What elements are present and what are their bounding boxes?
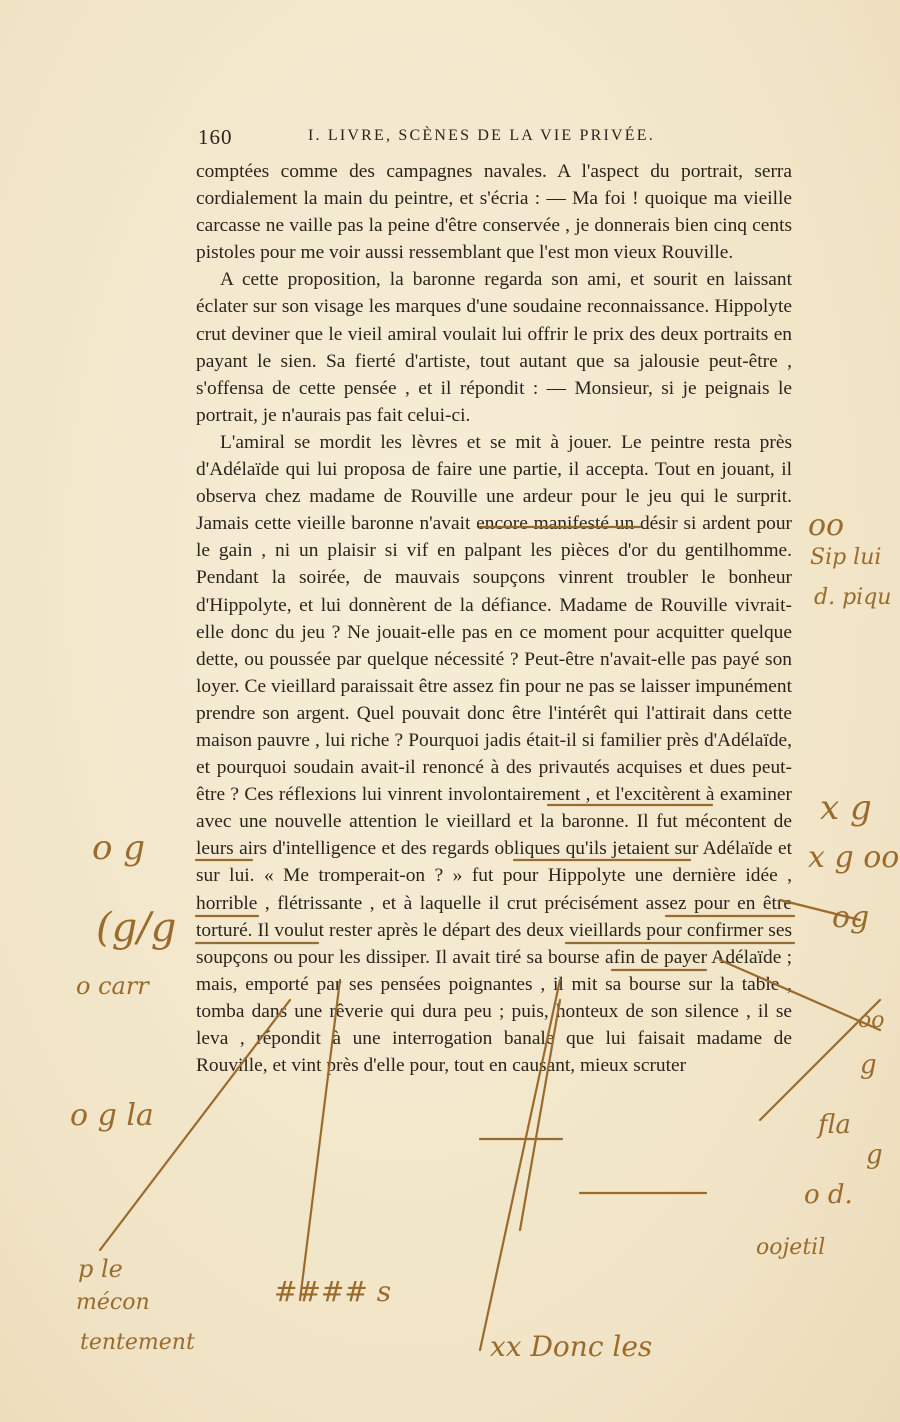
paragraph: comptées comme des campagnes navales. A l'aspect du portrait, serra cordialement la main du peintre, et s'écria : — Ma foi ! quoique ma vieille carcasse ne vaille pas la peine d'être conservée , je donnerais bien cinq cents pistoles pour me voir aussi ressemblant que l'est mon vieux Rouville. (196, 161, 792, 264)
body-text (196, 158, 792, 1079)
annotation: p le (78, 1255, 123, 1283)
paragraph: L'amiral se mordit les lèvres et se mit à jouer. Le peintre resta près d'Adélaïde qui lui proposa de faire une partie, il accepta. Tout en jouant, il observa chez madame de Rouville une ardeur pour le jeu qui le surprit. Jamais cette vieille baronne n'avait encore manifesté un désir si ardent pour le gain , ni un plaisir si vif en palpant les pièces d'or du gentilhomme. Pendant la soirée, de mauvais soupçons vinrent troubler le bonheur d'Hippolyte, et lui donnèrent de la défiance. Madame de Rouville vivrait-elle donc du jeu ? Ne jouait-elle pas en ce moment pour acquitter quelque dette, ou poussée par quelque nécessité ? Peut-être n'avait-elle pas payé son loyer. Ce vieillard paraissait être assez fin pour ne pas se laisser impunément prendre son argent. Quel pouvait donc être l'intérêt qui l'attirait dans cette maison pauvre , lui riche ? Pourquoi jadis était-il si familier près d'Adélaïde, et pourquoi soudain avait-il renoncé à des privautés acquises et dues peut-être ? Ces réflexions lui vinrent involontairement , et l'excitèrent à examiner avec une nouvelle attention le vieillard et la baronne. Il fut mécontent de leurs airs d'intelligence et des regards obliques qu'ils jetaient sur Adélaïde et sur lui. « Me tromperait-on ? » fut pour Hippolyte une dernière idée , horrible , flétrissante , et à laquelle il crut précisément assez pour en être torturé. Il voulut rester après le départ des deux vieillards pour confirmer ses soupçons ou pour les dissiper. Il avait tiré sa bourse afin de payer Adélaïde ; mais, emporté par ses pensées poignantes , il mit sa bourse sur la table , tomba dans une rêverie qui dura peu ; puis, honteux de son silence , il se leva , répondit à une interrogation banale que lui faisait madame de Rouville, et vint près d'elle pour, tout en causant, mieux scruter (196, 431, 792, 1077)
running-head: I. LIVRE, SCÈNES DE LA VIE PRIVÉE. (308, 127, 655, 144)
annotation: og (832, 900, 870, 935)
annotation: o d. (804, 1180, 853, 1210)
annotation: oojetil (756, 1235, 826, 1260)
annotation: oo (858, 1008, 885, 1033)
annotation: Sip lui (810, 545, 882, 570)
annotation: #### s (274, 1275, 392, 1308)
annotation: mécon (76, 1290, 150, 1315)
annotation: fla (818, 1110, 851, 1140)
annotation: g (866, 1140, 883, 1170)
annotation: o g la (70, 1098, 154, 1133)
paragraph: A cette proposition, la baronne regarda son ami, et sourit en laissant éclater sur son visage les marques d'une soudaine reconnaissance. Hippolyte crut deviner que le vieil amiral voulait lui offrir le prix des deux portraits en payant le sien. Sa fierté d'artiste, tout autant que sa jalousie peut-être , s'offensa de cette pensée , et il répondit : — Monsieur, si je peignais le portrait, je n'aurais pas fait celui-ci. (196, 269, 792, 426)
annotation: x g (820, 788, 872, 828)
annotation: g (860, 1050, 877, 1080)
annotation: xx Donc les (490, 1330, 653, 1363)
annotation: oo (808, 508, 845, 543)
page-number: 160 (198, 125, 233, 149)
annotation: x g oo (808, 840, 900, 875)
annotation: d. piqu (814, 585, 892, 610)
annotation: (g/g (96, 905, 177, 951)
page-header (196, 125, 794, 155)
annotation: o carr (76, 972, 149, 1000)
annotation: tentement (80, 1330, 195, 1355)
annotation: o g (92, 828, 146, 868)
